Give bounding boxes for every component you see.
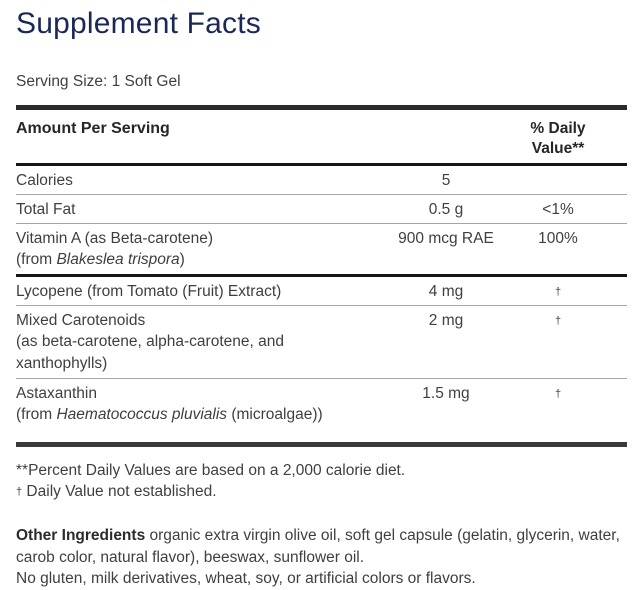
dagger-footnote-text: Daily Value not established. xyxy=(22,483,217,500)
daily-value-header xyxy=(498,119,618,159)
nutrient-source xyxy=(16,404,627,426)
row-astaxanthin xyxy=(16,379,627,442)
nutrient-daily-value-dagger: † xyxy=(554,388,562,400)
daily-value-not-established-footnote xyxy=(16,481,628,502)
table-bottom-bar xyxy=(16,442,627,447)
source-prefix: (from xyxy=(16,251,57,268)
nutrient-composition-line2: xanthophylls) xyxy=(16,355,108,372)
nutrient-amount: 900 mcg RAE xyxy=(398,230,494,247)
other-ingredients-label: Other Ingredients xyxy=(16,527,146,544)
dagger-symbol: † xyxy=(16,486,23,498)
nutrient-amount: 5 xyxy=(441,172,451,189)
source-prefix: (from xyxy=(16,406,57,423)
nutrient-daily-value: 100% xyxy=(538,230,578,247)
nutrient-name: Vitamin A (as Beta-carotene) xyxy=(16,230,214,247)
facts-table xyxy=(16,105,627,447)
nutrient-name: Total Fat xyxy=(16,201,76,218)
nutrient-daily-value: <1% xyxy=(542,201,574,218)
row-vitamin-a xyxy=(16,224,627,274)
row-total-fat xyxy=(16,195,627,223)
nutrient-name: Lycopene (from Tomato (Fruit) Extract) xyxy=(16,283,282,300)
source-suffix: ) xyxy=(179,251,185,268)
amount-per-serving-header: Amount Per Serving xyxy=(16,120,170,137)
nutrient-daily-value-dagger: † xyxy=(554,286,562,298)
nutrient-amount: 1.5 mg xyxy=(422,385,470,402)
nutrient-name: Astaxanthin xyxy=(16,385,97,402)
panel-title: Supplement Facts xyxy=(16,7,261,40)
other-ingredients-paragraph xyxy=(16,525,630,568)
row-calories xyxy=(16,166,627,194)
other-ingredients-text: organic extra virgin olive oil, soft gel capsule (gelatin, glycerin, water, carob color, natural flavor), beeswax, sunflower oil. xyxy=(16,527,620,566)
nutrient-amount: 4 mg xyxy=(428,283,464,300)
nutrient-name: Calories xyxy=(16,172,73,189)
nutrient-daily-value-dagger: † xyxy=(554,315,562,327)
table-header-row xyxy=(16,110,627,163)
nutrient-amount: 0.5 g xyxy=(428,201,464,218)
nutrient-amount: 2 mg xyxy=(428,312,464,329)
serving-size-line: Serving Size: 1 Soft Gel xyxy=(16,73,181,90)
daily-value-header-line2: Value** xyxy=(531,140,585,157)
percent-daily-value-footnote: **Percent Daily Values are based on a 2,000 calorie diet. xyxy=(16,462,406,479)
source-suffix: (microalgae)) xyxy=(227,406,323,423)
other-ingredients-section xyxy=(16,525,630,590)
daily-value-header-line1: % Daily xyxy=(530,120,586,137)
row-lycopene xyxy=(16,277,627,305)
nutrient-name: Mixed Carotenoids xyxy=(16,312,146,329)
nutrient-source xyxy=(16,249,627,271)
source-latin-name: Blakeslea trispora xyxy=(56,251,180,268)
nutrient-composition-line1: (as beta-carotene, alpha-carotene, and xyxy=(16,333,284,350)
source-latin-name: Haematococcus pluvialis xyxy=(56,406,228,423)
allergen-statement: No gluten, milk derivatives, wheat, soy, or artificial colors or flavors. xyxy=(16,570,476,587)
footnotes xyxy=(16,460,628,502)
row-mixed-carotenoids xyxy=(16,306,627,378)
